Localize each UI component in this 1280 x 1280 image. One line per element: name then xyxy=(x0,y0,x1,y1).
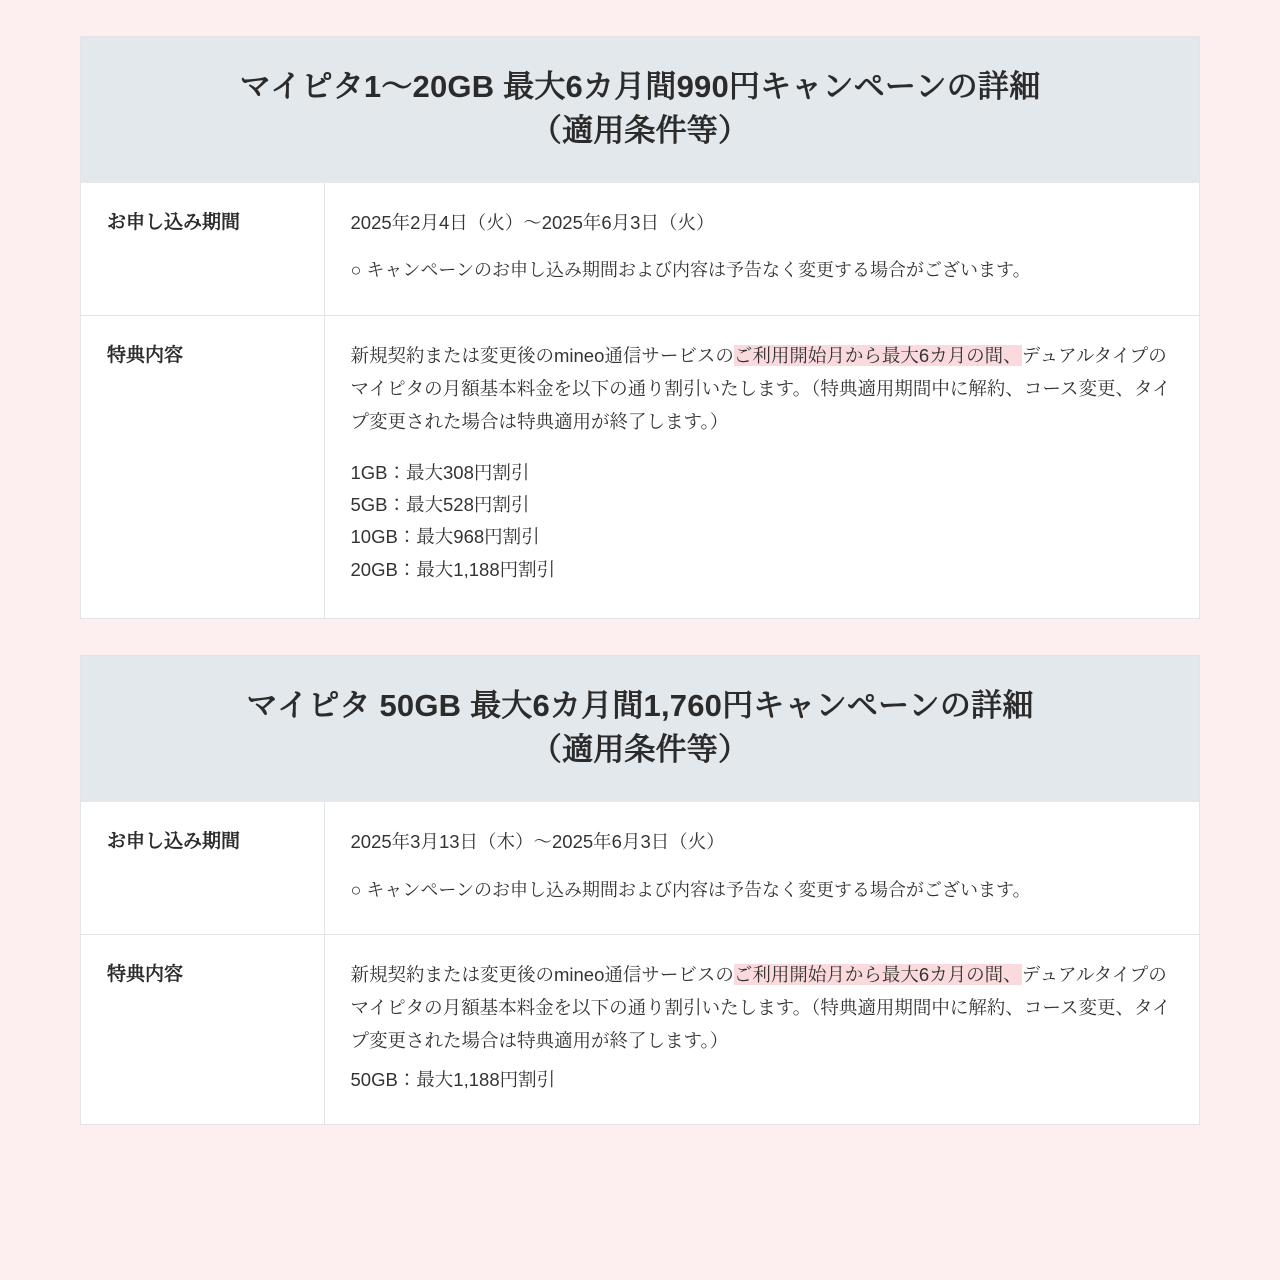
application-period-dates: 2025年2月4日（火）〜2025年6月3日（火） xyxy=(350,212,715,234)
list-item: 50GB：最大1,188円割引 xyxy=(350,1068,556,1090)
list-item: 10GB：最大968円割引 xyxy=(350,526,540,548)
benefit-description-part-b: デュアルタイプのマイピタの月額基本料金を以下の通り割引いたします。（特典適用期間中に解約、コース変更、タイプ変更された場合は特典適用が終了します。） xyxy=(350,964,1171,1051)
benefit-description xyxy=(351,959,1174,1058)
row-value-application-period xyxy=(324,802,1199,934)
row-label-application-period: お申し込み期間 xyxy=(81,802,324,934)
benefit-description xyxy=(351,340,1174,439)
list-item: 1GB：最大308円割引 xyxy=(350,461,530,483)
table-row xyxy=(81,935,1199,1125)
campaign-card-1-header xyxy=(81,37,1199,183)
row-label-application-period: お申し込み期間 xyxy=(81,183,324,315)
row-value-benefit-content xyxy=(324,315,1199,618)
benefit-description-highlight: ご利用開始月から最大6カ月の間、 xyxy=(733,344,1022,366)
campaign-card-2-detail-table xyxy=(81,802,1199,1124)
benefit-description-part-a: 新規契約または変更後のmineo通信サービスの xyxy=(350,964,734,986)
row-label-benefit-content: 特典内容 xyxy=(81,935,324,1125)
row-value-benefit-content xyxy=(324,935,1199,1125)
application-period-note: ○ キャンペーンのお申し込み期間および内容は予告なく変更する場合がございます。 xyxy=(350,260,1031,281)
campaign-card-2 xyxy=(80,655,1200,1125)
table-row xyxy=(81,315,1199,618)
row-label-benefit-content: 特典内容 xyxy=(81,315,324,618)
campaign-card-2-header xyxy=(81,656,1199,802)
application-period-note: ○ キャンペーンのお申し込み期間および内容は予告なく変更する場合がございます。 xyxy=(350,879,1031,900)
campaign-card-2-title-line-2: （適用条件等） xyxy=(530,732,750,768)
row-value-application-period xyxy=(324,183,1199,315)
benefit-description-part-a: 新規契約または変更後のmineo通信サービスの xyxy=(350,344,734,366)
campaign-card-2-title-line-1: マイピタ 50GB 最大6カ月間1,760円キャンペーンの詳細 xyxy=(246,688,1034,724)
benefit-description-highlight: ご利用開始月から最大6カ月の間、 xyxy=(733,964,1022,986)
campaign-card-1-title-line-1: マイピタ1〜20GB 最大6カ月間990円キャンペーンの詳細 xyxy=(239,69,1041,104)
benefit-description-part-b: デュアルタイプのマイピタの月額基本料金を以下の通り割引いたします。（特典適用期間中に解約、コース変更、タイプ変更された場合は特典適用が終了します。） xyxy=(350,344,1171,432)
table-row xyxy=(81,802,1199,934)
table-row xyxy=(81,183,1199,315)
campaign-card-1-title-line-2: （適用条件等） xyxy=(530,113,750,149)
spacer xyxy=(351,586,1174,590)
campaign-card-1-detail-table xyxy=(81,183,1199,618)
discount-list xyxy=(351,457,1174,587)
application-period-dates: 2025年3月13日（木）〜2025年6月3日（火） xyxy=(350,831,725,853)
list-item: 20GB：最大1,188円割引 xyxy=(350,558,556,580)
campaign-card-1 xyxy=(80,36,1200,619)
list-item: 5GB：最大528円割引 xyxy=(350,494,530,516)
discount-list xyxy=(351,1064,1174,1096)
